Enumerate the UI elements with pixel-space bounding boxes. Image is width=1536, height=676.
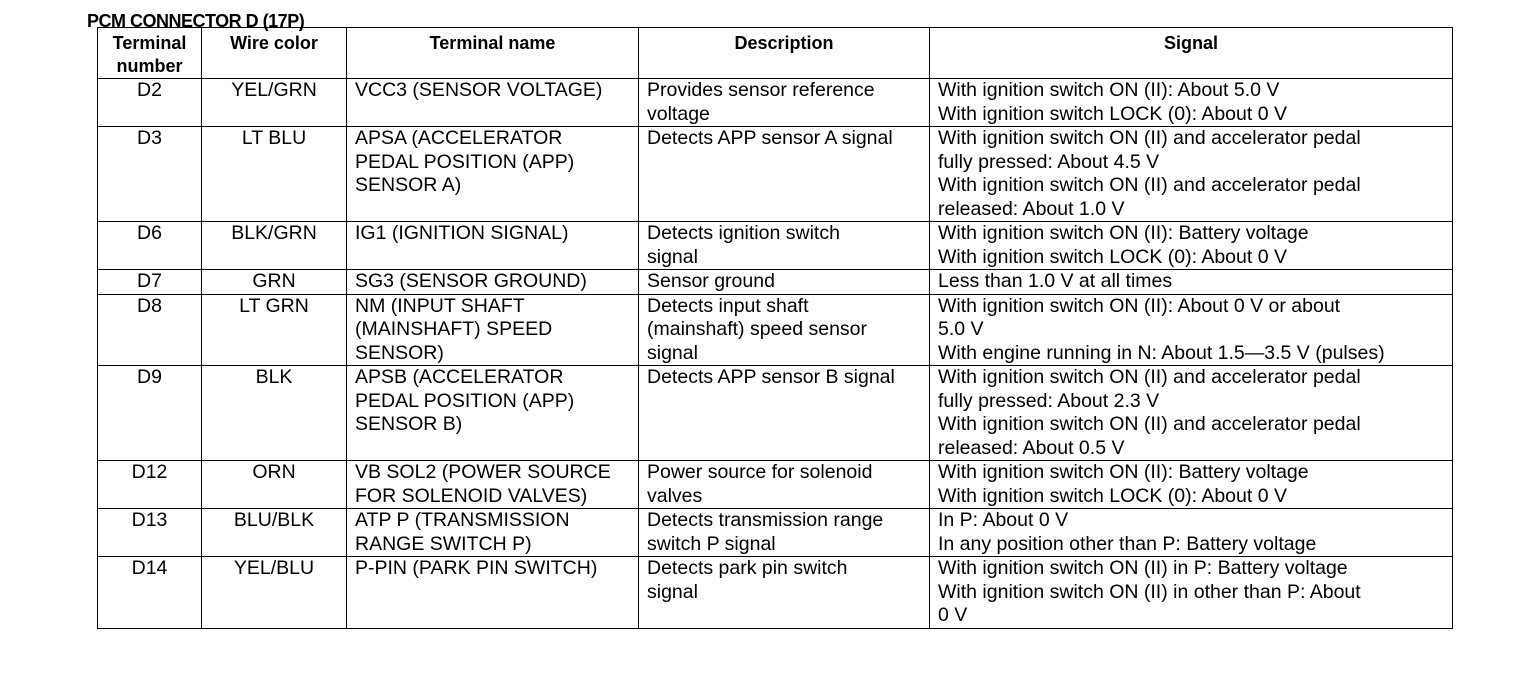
terminal-name-line: NM (INPUT SHAFT: [355, 294, 525, 317]
description-line: signal: [647, 245, 698, 268]
description-cell: [639, 366, 930, 461]
signal-line: With ignition switch ON (II) in other than P: About: [938, 580, 1361, 603]
header-terminal-name: Terminal name: [347, 28, 639, 79]
terminal-name-line: SENSOR): [355, 341, 444, 364]
description-line: Detects ignition switch: [647, 222, 840, 244]
terminal-name-cell: [347, 79, 639, 127]
signal-line: released: About 0.5 V: [938, 436, 1125, 459]
terminal-name-cell: [347, 366, 639, 461]
signal-line: With ignition switch ON (II): About 5.0 V: [938, 79, 1280, 101]
wire-color-cell: GRN: [202, 270, 347, 295]
table-row: [98, 557, 1453, 629]
signal-line: With ignition switch ON (II): About 0 V or about: [938, 294, 1341, 317]
signal-line: With ignition switch ON (II) and accelerator pedal: [938, 413, 1361, 435]
signal-cell: [930, 127, 1453, 222]
wire-color-cell: BLK/GRN: [202, 222, 347, 270]
description-line: voltage: [647, 102, 710, 125]
terminal-name-cell: [347, 509, 639, 557]
terminal-name-line: SENSOR A): [355, 174, 462, 196]
terminal-name-cell: [347, 270, 639, 295]
signal-cell: [930, 294, 1453, 366]
terminal-name-cell: [347, 461, 639, 509]
header-terminal-number-line-1: Terminal: [112, 33, 187, 53]
signal-line: 5.0 V: [938, 318, 984, 340]
table-title: PCM CONNECTOR D (17P): [87, 11, 305, 31]
signal-line: With engine running in N: About 1.5—3.5 V (pulses): [938, 341, 1385, 364]
description-line: signal: [647, 341, 698, 364]
terminal-name-line: SG3 (SENSOR GROUND): [355, 270, 587, 292]
terminal-cell: D6: [98, 222, 202, 270]
terminal-name-line: SENSOR B): [355, 413, 463, 435]
signal-line: With ignition switch ON (II) and accelerator pedal: [938, 174, 1361, 196]
signal-cell: [930, 222, 1453, 270]
terminal-name-line: PEDAL POSITION (APP): [355, 150, 575, 173]
description-line: (mainshaft) speed sensor: [647, 318, 868, 340]
description-cell: [639, 509, 930, 557]
signal-line: With ignition switch ON (II) and accelerator pedal: [938, 127, 1361, 149]
terminal-cell: D9: [98, 366, 202, 461]
description-line: switch P signal: [647, 532, 776, 555]
terminal-name-line: VB SOL2 (POWER SOURCE: [355, 461, 611, 483]
wire-color-cell: ORN: [202, 461, 347, 509]
wire-color-cell: YEL/GRN: [202, 79, 347, 127]
header-signal: Signal: [930, 28, 1453, 79]
description-line: Sensor ground: [647, 270, 775, 292]
signal-cell: [930, 79, 1453, 127]
table-row: [98, 270, 1453, 295]
terminal-cell: D12: [98, 461, 202, 509]
signal-cell: [930, 509, 1453, 557]
terminal-name-line: IG1 (IGNITION SIGNAL): [355, 222, 569, 244]
signal-line: With ignition switch LOCK (0): About 0 V: [938, 245, 1287, 268]
pcm-connector-table: [97, 27, 1453, 629]
description-cell: [639, 557, 930, 629]
table-row: [98, 222, 1453, 270]
signal-cell: [930, 461, 1453, 509]
signal-line: With ignition switch ON (II): Battery voltage: [938, 461, 1309, 483]
wire-color-cell: YEL/BLU: [202, 557, 347, 629]
signal-line: With ignition switch ON (II) in P: Battery voltage: [938, 557, 1348, 579]
header-terminal-number-line-2: number: [116, 56, 183, 76]
terminal-cell: D2: [98, 79, 202, 127]
table-row: [98, 461, 1453, 509]
description-line: signal: [647, 580, 698, 603]
description-line: Detects input shaft: [647, 294, 809, 317]
description-line: Provides sensor reference: [647, 79, 875, 101]
description-line: Power source for solenoid: [647, 461, 873, 483]
terminal-name-line: APSB (ACCELERATOR: [355, 366, 564, 388]
terminal-name-line: FOR SOLENOID VALVES): [355, 484, 588, 507]
terminal-name-line: P-PIN (PARK PIN SWITCH): [355, 557, 598, 579]
terminal-name-line: VCC3 (SENSOR VOLTAGE): [355, 79, 603, 101]
signal-line: fully pressed: About 2.3 V: [938, 389, 1160, 412]
terminal-name-cell: [347, 127, 639, 222]
signal-line: With ignition switch ON (II): Battery voltage: [938, 222, 1309, 244]
description-cell: [639, 294, 930, 366]
header-description: Description: [639, 28, 930, 79]
wire-color-cell: LT BLU: [202, 127, 347, 222]
terminal-name-line: RANGE SWITCH P): [355, 532, 532, 555]
description-line: Detects transmission range: [647, 509, 884, 531]
signal-line: Less than 1.0 V at all times: [938, 270, 1173, 292]
signal-line: In P: About 0 V: [938, 509, 1069, 531]
description-line: Detects APP sensor A signal: [647, 127, 893, 149]
terminal-cell: D14: [98, 557, 202, 629]
table-row: [98, 294, 1453, 366]
signal-line: 0 V: [938, 604, 968, 626]
signal-line: With ignition switch LOCK (0): About 0 V: [938, 484, 1287, 507]
signal-line: With ignition switch ON (II) and accelerator pedal: [938, 366, 1361, 388]
terminal-name-line: APSA (ACCELERATOR: [355, 127, 563, 149]
header-terminal-number: [98, 28, 202, 79]
signal-line: With ignition switch LOCK (0): About 0 V: [938, 102, 1287, 125]
description-cell: [639, 222, 930, 270]
wire-color-cell: LT GRN: [202, 294, 347, 366]
terminal-name-line: PEDAL POSITION (APP): [355, 389, 575, 412]
description-line: valves: [647, 484, 703, 507]
wire-color-cell: BLU/BLK: [202, 509, 347, 557]
header-row: [98, 28, 1453, 79]
terminal-cell: D3: [98, 127, 202, 222]
terminal-cell: D13: [98, 509, 202, 557]
table-row: [98, 79, 1453, 127]
terminal-name-cell: [347, 222, 639, 270]
signal-line: In any position other than P: Battery voltage: [938, 532, 1317, 555]
description-cell: [639, 270, 930, 295]
signal-line: released: About 1.0 V: [938, 197, 1125, 220]
table-row: [98, 366, 1453, 461]
description-cell: [639, 461, 930, 509]
terminal-name-line: ATP P (TRANSMISSION: [355, 509, 570, 531]
table-row: [98, 509, 1453, 557]
signal-cell: [930, 557, 1453, 629]
description-cell: [639, 127, 930, 222]
terminal-name-cell: [347, 557, 639, 629]
description-cell: [639, 79, 930, 127]
terminal-cell: D7: [98, 270, 202, 295]
signal-line: fully pressed: About 4.5 V: [938, 150, 1160, 173]
table-row: [98, 127, 1453, 222]
terminal-cell: D8: [98, 294, 202, 366]
header-wire-color: Wire color: [202, 28, 347, 79]
signal-cell: [930, 270, 1453, 295]
wire-color-cell: BLK: [202, 366, 347, 461]
terminal-name-line: (MAINSHAFT) SPEED: [355, 318, 553, 340]
description-line: Detects park pin switch: [647, 557, 848, 579]
signal-cell: [930, 366, 1453, 461]
description-line: Detects APP sensor B signal: [647, 366, 895, 388]
terminal-name-cell: [347, 294, 639, 366]
